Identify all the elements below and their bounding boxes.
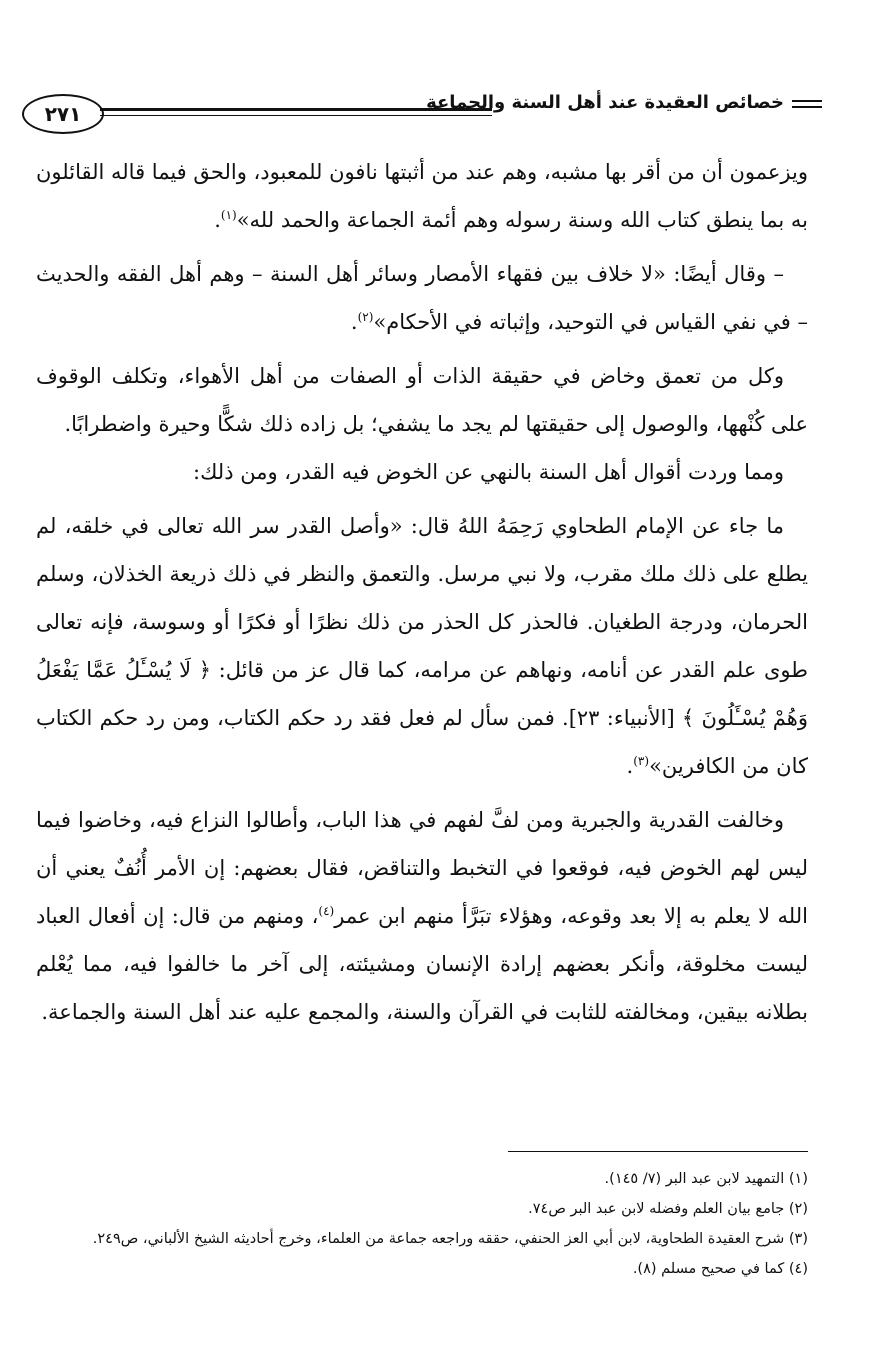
footnote-3: (٣) شرح العقيدة الطحاوية، لابن أبي العز الحنفي، حققه وراجعه جماعة من العلماء، وخرج أحاديثه الشيخ الألباني، ص٢٤٩.: [92, 1231, 808, 1247]
text-punct: .: [214, 208, 221, 232]
text-line: عند أهل السنة والجماعة.: [41, 1000, 258, 1024]
paragraph: [36, 448, 808, 496]
text-line: وخالفت القدرية والجبرية ومن لفَّ لفهم في هذا الباب، وأطالوا النزاع فيه،: [149, 808, 784, 832]
footnote-1: (١) التمهيد لابن عبد البر (٧/ ١٤٥).: [604, 1171, 808, 1187]
footnote-ref[interactable]: (٣): [633, 754, 650, 768]
text-line: ما خالفوا فيه، مما يُعْلم بطلانه بيقين، ومخالفته للثابت في القرآن والسنة، والمجمع عليه: [36, 952, 808, 1024]
running-title: خصائص العقيدة عند أهل السنة والجماعة: [426, 92, 784, 113]
paragraph: [36, 250, 808, 346]
text-punct: .: [626, 754, 634, 778]
footnote-ref[interactable]: (٤): [318, 904, 335, 918]
text-line: من قال: إن أفعال العباد ليست مخلوقة، وأنكر بعضهم إرادة الإنسان ومشيئته، إلى آخر: [36, 904, 809, 976]
text-line: ، ومنهم: [252, 904, 319, 928]
text-line: فإنه تعالى طوى علم القدر عن أنامه، ونهاهم عن مرامه، كما قال عز من قائل: ﴿ لَا: [36, 610, 808, 682]
page-number: ٢٧١: [22, 94, 104, 134]
paragraph: [36, 502, 808, 790]
footnote-4: (٤) كما في صحيح مسلم (٨).: [632, 1261, 808, 1277]
text-line: وسلم الحرمان، ودرجة الطغيان. فالحذر كل الحذر من ذلك نظرًا أو فكرًا أو وسوسة،: [36, 562, 808, 634]
header-rule-thin: [100, 115, 492, 116]
text-line: يُسْـَٔلُ عَمَّا يَفْعَلُ وَهُمْ يُسْـَٔلُونَ ﴾ [الأنبياء: ٢٣]. فمن سأل لم فعل فقد رد حكم الكتاب،: [36, 658, 808, 730]
text-line: يطلع على ذلك ملك مقرب، ولا نبي مرسل. والتعمق والنظر في ذلك ذريعة الخذلان،: [91, 562, 808, 586]
main-text: [36, 148, 808, 1036]
text-punct: .: [350, 310, 358, 334]
footnote-2: (٢) جامع بيان العلم وفضله لابن عبد البر ص٧٤.: [528, 1201, 808, 1217]
footnotes: [40, 1164, 808, 1284]
text-line: – وقال أيضًا: «لا خلاف بين فقهاء الأمصار وسائر أهل السنة – وهم أهل الفقه: [116, 262, 784, 286]
paragraph: [36, 352, 808, 448]
text-line: القائلون به بما ينطق كتاب الله وسنة رسوله وهم أئمة الجماعة والحمد لله»: [36, 160, 808, 232]
text-line: الأمر أُنُفٌ يعني أن الله لا يعلم به إلا بعد وقوعه، وهؤلاء تبَرَّأ منهم ابن عمر: [36, 856, 808, 928]
text-line: وخاضوا فيما ليس لهم الخوض فيه، فوقعوا في التخبط والتناقض، فقال بعضهم: إن: [36, 808, 808, 880]
text-line: ومما وردت أقوال أهل السنة بالنهي عن الخوض فيه القدر، ومن ذلك:: [193, 460, 784, 484]
footnote-ref[interactable]: (٢): [357, 310, 374, 324]
paragraph: [36, 148, 808, 244]
footnote-ref[interactable]: (١): [220, 208, 237, 222]
text-line: ما جاء عن الإمام الطحاوي رَحِمَهُ اللهُ قال: «وأصل القدر سر الله تعالى في خلقه، لم: [36, 514, 784, 538]
header-ornament: [792, 100, 822, 114]
paragraph: [36, 796, 808, 1036]
text-line: وكل من تعمق وخاض في حقيقة الذات أو الصفات من أهل الأهواء، وتكلف الوقوف: [36, 364, 784, 388]
text-line: ويزعمون أن من أقر بها مشبه، وهم عند من أثبتها نافون للمعبود، والحق فيما قاله: [111, 160, 808, 184]
footnote-separator: [508, 1151, 808, 1152]
text-line: على كُنْهها، والوصول إلى حقيقتها لم يجد ما يشفي؛ بل زاده ذلك شكًّا وحيرة واضطرابًا.: [64, 412, 808, 436]
text-line: ومن رد حكم الكتاب كان من الكافرين»: [36, 706, 808, 778]
running-header: [22, 88, 822, 136]
text-line: والحديث – في نفي القياس في التوحيد، وإثباته في الأحكام»: [36, 262, 808, 334]
